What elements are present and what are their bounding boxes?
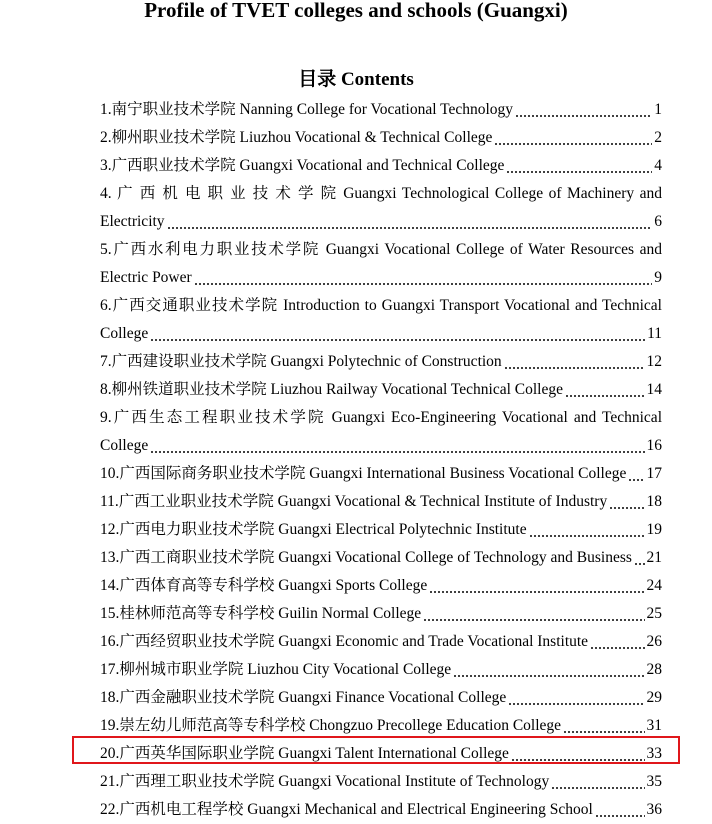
toc-entry[interactable] bbox=[100, 348, 662, 376]
toc-entry[interactable] bbox=[100, 152, 662, 180]
toc-page-number: 31 bbox=[646, 717, 662, 734]
toc-entry[interactable] bbox=[100, 404, 662, 432]
toc-entry-title: College bbox=[100, 325, 149, 342]
dot-leader bbox=[429, 591, 644, 593]
dot-leader bbox=[150, 339, 645, 341]
dot-leader bbox=[504, 367, 645, 369]
toc-entry[interactable] bbox=[100, 516, 662, 544]
toc-page-number: 2 bbox=[654, 129, 662, 146]
toc-page-number: 11 bbox=[647, 325, 662, 342]
toc-page-number: 24 bbox=[646, 577, 662, 594]
toc-entry-title: 20.广西英华国际职业学院 Guangxi Talent International College bbox=[100, 745, 509, 762]
toc-page-number: 36 bbox=[646, 801, 662, 818]
toc-page-number: 14 bbox=[646, 381, 662, 398]
toc-page-number: 18 bbox=[646, 493, 662, 510]
table-of-contents bbox=[100, 96, 662, 824]
dot-leader bbox=[529, 535, 645, 537]
dot-leader bbox=[609, 507, 644, 509]
toc-entry[interactable] bbox=[100, 684, 662, 712]
toc-entry-title: 7.广西建设职业技术学院 Guangxi Polytechnic of Construction bbox=[100, 353, 502, 370]
dot-leader bbox=[167, 227, 653, 229]
toc-entry-title: 2.柳州职业技术学院 Liuzhou Vocational & Technical College bbox=[100, 129, 493, 146]
dot-leader bbox=[423, 619, 644, 621]
dot-leader bbox=[506, 171, 652, 173]
toc-entry-continuation[interactable] bbox=[100, 264, 662, 292]
dot-leader bbox=[634, 563, 645, 565]
toc-entry[interactable] bbox=[100, 460, 662, 488]
toc-entry[interactable] bbox=[100, 292, 662, 320]
toc-entry-title: 22.广西机电工程学校 Guangxi Mechanical and Electrical Engineering School bbox=[100, 801, 593, 818]
toc-entry-title: 5.广西水利电力职业技术学院 Guangxi Vocational College of Water Resources and bbox=[100, 241, 662, 258]
toc-page-number: 29 bbox=[646, 689, 662, 706]
dot-leader bbox=[453, 675, 644, 677]
contents-heading: 目录 Contents bbox=[298, 69, 414, 90]
toc-entry-title: 6.广西交通职业技术学院 Introduction to Guangxi Transport Vocational and Technical bbox=[100, 297, 662, 314]
dot-leader bbox=[563, 731, 644, 733]
dot-leader bbox=[150, 451, 644, 453]
toc-entry-title: 17.柳州城市职业学院 Liuzhou City Vocational College bbox=[100, 661, 452, 678]
toc-entry-continuation[interactable] bbox=[100, 320, 662, 348]
toc-entry-title: 3.广西职业技术学院 Guangxi Vocational and Technical College bbox=[100, 157, 505, 174]
toc-entry-title: 4. 广 西 机 电 职 业 技 术 学 院 Guangxi Technological College of Machinery and bbox=[100, 185, 662, 202]
toc-entry[interactable] bbox=[100, 600, 662, 628]
toc-page-number: 21 bbox=[646, 549, 662, 566]
toc-entry[interactable] bbox=[100, 572, 662, 600]
toc-entry-title: College bbox=[100, 437, 149, 454]
toc-entry[interactable] bbox=[100, 180, 662, 208]
dot-leader bbox=[494, 143, 652, 145]
toc-page-number: 17 bbox=[646, 465, 662, 482]
toc-entry[interactable] bbox=[100, 376, 662, 404]
toc-entry-title: 16.广西经贸职业技术学院 Guangxi Economic and Trade Vocational Institute bbox=[100, 633, 589, 650]
toc-page-number: 28 bbox=[646, 661, 662, 678]
toc-entry-title: 9.广西生态工程职业技术学院 Guangxi Eco-Engineering Vocational and Technical bbox=[100, 409, 662, 426]
toc-page-number: 12 bbox=[646, 353, 662, 370]
toc-entry-title: 11.广西工业职业技术学院 Guangxi Vocational & Technical Institute of Industry bbox=[100, 493, 608, 510]
toc-entry[interactable] bbox=[100, 656, 662, 684]
dot-leader bbox=[508, 703, 644, 705]
toc-entry[interactable] bbox=[100, 544, 662, 572]
toc-entry-title: 15.桂林师范高等专科学校 Guilin Normal College bbox=[100, 605, 422, 622]
toc-entry[interactable] bbox=[100, 124, 662, 152]
toc-page-number: 25 bbox=[646, 605, 662, 622]
toc-entry-continuation[interactable] bbox=[100, 432, 662, 460]
toc-entry-title: 12.广西电力职业技术学院 Guangxi Electrical Polytechnic Institute bbox=[100, 521, 527, 538]
toc-entry-title: 10.广西国际商务职业技术学院 Guangxi International Business Vocational College bbox=[100, 465, 627, 482]
dot-leader bbox=[515, 115, 652, 117]
toc-page-number: 26 bbox=[646, 633, 662, 650]
toc-page-number: 1 bbox=[654, 101, 662, 118]
toc-entry-title: Electric Power bbox=[100, 269, 192, 286]
toc-entry[interactable] bbox=[100, 628, 662, 656]
toc-page-number: 19 bbox=[646, 521, 662, 538]
highlight-box bbox=[72, 736, 680, 764]
toc-entry[interactable] bbox=[100, 488, 662, 516]
toc-entry-title: 14.广西体育高等专科学校 Guangxi Sports College bbox=[100, 577, 428, 594]
toc-entry[interactable] bbox=[100, 236, 662, 264]
toc-entry-title: 19.崇左幼儿师范高等专科学校 Chongzuo Precollege Education College bbox=[100, 717, 562, 734]
toc-entry-title: 21.广西理工职业技术学院 Guangxi Vocational Institute of Technology bbox=[100, 773, 550, 790]
dot-leader bbox=[590, 647, 644, 649]
dot-leader bbox=[628, 479, 644, 481]
dot-leader bbox=[565, 395, 645, 397]
toc-page-number: 16 bbox=[646, 437, 662, 454]
toc-page-number: 6 bbox=[654, 213, 662, 230]
dot-leader bbox=[595, 815, 645, 817]
toc-entry[interactable] bbox=[100, 96, 662, 124]
dot-leader bbox=[551, 787, 644, 789]
toc-page-number: 35 bbox=[646, 773, 662, 790]
toc-entry-title: 13.广西工商职业技术学院 Guangxi Vocational College of Technology and Business bbox=[100, 549, 632, 566]
toc-entry-continuation[interactable] bbox=[100, 208, 662, 236]
document-title: Profile of TVET colleges and schools (Guangxi) bbox=[144, 0, 568, 22]
toc-page-number: 4 bbox=[654, 157, 662, 174]
toc-entry-title: 1.南宁职业技术学院 Nanning College for Vocational Technology bbox=[100, 101, 514, 118]
toc-entry[interactable] bbox=[100, 768, 662, 796]
toc-entry-title: Electricity bbox=[100, 213, 165, 230]
toc-entry-title: 8.柳州铁道职业技术学院 Liuzhou Railway Vocational Technical College bbox=[100, 381, 563, 398]
toc-page-number: 9 bbox=[654, 269, 662, 286]
dot-leader bbox=[194, 283, 653, 285]
toc-entry-title: 18.广西金融职业技术学院 Guangxi Finance Vocational College bbox=[100, 689, 507, 706]
toc-page-number: 33 bbox=[646, 745, 662, 762]
